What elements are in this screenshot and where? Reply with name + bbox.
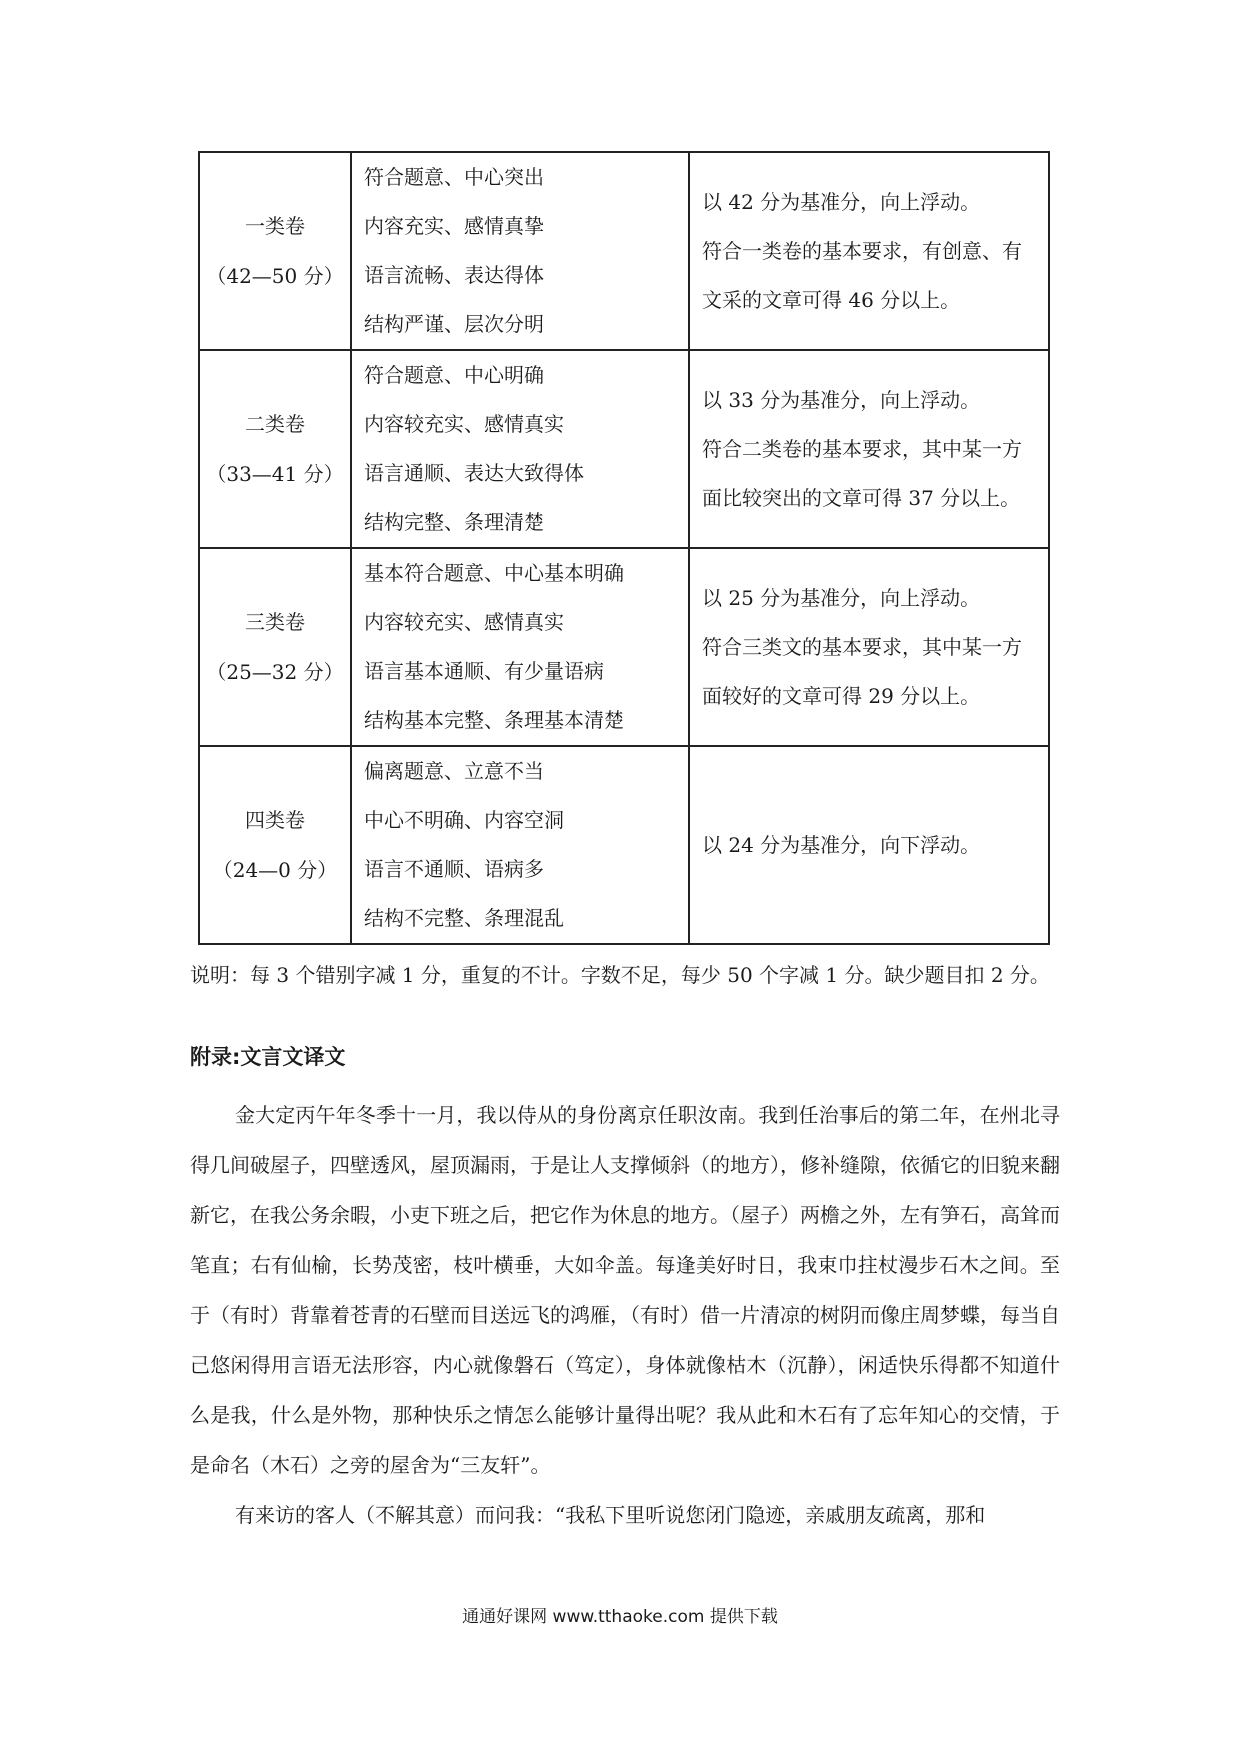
criteria-cell bbox=[351, 746, 689, 944]
criteria-line: 内容较充实、感情真实 bbox=[364, 610, 564, 634]
criteria-cell bbox=[351, 152, 689, 350]
grade-cell bbox=[199, 746, 351, 944]
grade-range: （24—0 分） bbox=[212, 858, 338, 882]
page-footer: 通通好课网 www.tthaoke.com 提供下载 bbox=[462, 1607, 778, 1627]
grade-name: 一类卷 bbox=[245, 214, 305, 238]
criteria-line: 内容较充实、感情真实 bbox=[364, 412, 564, 436]
table-row bbox=[199, 548, 1049, 746]
translation-text bbox=[190, 1090, 1060, 1540]
grade-range: （42—50 分） bbox=[206, 264, 344, 288]
scoring-line: 符合三类文的基本要求，其中某一方 bbox=[702, 634, 1022, 659]
criteria-line: 符合题意、中心明确 bbox=[364, 363, 544, 387]
grade-name: 四类卷 bbox=[245, 808, 305, 832]
criteria-line: 结构严谨、层次分明 bbox=[364, 312, 544, 336]
table-row bbox=[199, 152, 1049, 350]
scoring-line: 以 33 分为基准分，向上浮动。 bbox=[702, 387, 981, 412]
criteria-line: 偏离题意、立意不当 bbox=[364, 759, 544, 783]
grading-table bbox=[198, 151, 1050, 945]
grade-name: 二类卷 bbox=[245, 412, 305, 436]
grade-cell bbox=[199, 548, 351, 746]
scoring-cell bbox=[689, 152, 1049, 350]
appendix-heading: 附录:文言文译文 bbox=[190, 1045, 346, 1069]
scoring-line: 以 25 分为基准分，向上浮动。 bbox=[702, 585, 981, 610]
scoring-cell bbox=[689, 548, 1049, 746]
scoring-line: 文采的文章可得 46 分以上。 bbox=[702, 287, 961, 312]
scoring-cell bbox=[689, 746, 1049, 944]
grade-name: 三类卷 bbox=[245, 610, 305, 634]
grade-cell bbox=[199, 152, 351, 350]
scoring-line: 符合一类卷的基本要求，有创意、有 bbox=[702, 238, 1022, 263]
criteria-cell bbox=[351, 548, 689, 746]
scoring-line: 以 42 分为基准分，向上浮动。 bbox=[702, 189, 981, 214]
criteria-line: 中心不明确、内容空洞 bbox=[364, 808, 564, 832]
table-row bbox=[199, 350, 1049, 548]
paragraph: 金大定丙午年冬季十一月，我以侍从的身份离京任职汝南。我到任治事后的第二年，在州北寻得几间破屋子，四壁透风，屋顶漏雨，于是让人支撑倾斜（的地方），修补缝隙，依循它的旧貌来翻新它，在我公务余暇，小吏下班之后，把它作为休息的地方。（屋子）两檐之外，左有笋石，高耸而笔直；右有仙榆，长势茂密，枝叶横垂，大如伞盖。每逢美好时日，我束巾拄杖漫步石木之间。至于（有时）背靠着苍青的石壁而目送远飞的鸿雁，（有时）借一片清凉的树阴而像庄周梦蝶，每当自己悠闲得用言语无法形容，内心就像磐石（笃定），身体就像枯木（沉静），闲适快乐得都不知道什么是我，什么是外物，那种快乐之情怎么能够计量得出呢？我从此和木石有了忘年知心的交情，于是命名（木石）之旁的屋舍为“三友轩”。 bbox=[190, 1103, 1060, 1477]
grade-range: （25—32 分） bbox=[206, 660, 344, 684]
criteria-line: 内容充实、感情真挚 bbox=[364, 214, 544, 238]
scoring-cell bbox=[689, 350, 1049, 548]
scoring-line: 面较好的文章可得 29 分以上。 bbox=[702, 683, 981, 708]
criteria-line: 语言流畅、表达得体 bbox=[364, 263, 544, 287]
paragraph: 有来访的客人（不解其意）而问我：“我私下里听说您闭门隐迹，亲戚朋友疏离，那和 bbox=[235, 1503, 986, 1527]
criteria-line: 结构完整、条理清楚 bbox=[364, 510, 544, 534]
criteria-line: 结构不完整、条理混乱 bbox=[364, 906, 564, 930]
criteria-cell bbox=[351, 350, 689, 548]
table-row bbox=[199, 746, 1049, 944]
criteria-line: 语言不通顺、语病多 bbox=[364, 857, 544, 881]
criteria-line: 基本符合题意、中心基本明确 bbox=[364, 561, 624, 585]
criteria-line: 符合题意、中心突出 bbox=[364, 165, 544, 189]
scoring-line: 以 24 分为基准分，向下浮动。 bbox=[702, 832, 981, 857]
scoring-note: 说明：每 3 个错别字减 1 分，重复的不计。字数不足，每少 50 个字减 1 分。缺少题目扣 2 分。 bbox=[190, 963, 1050, 987]
criteria-line: 语言通顺、表达大致得体 bbox=[364, 461, 584, 485]
criteria-line: 语言基本通顺、有少量语病 bbox=[364, 659, 604, 683]
scoring-line: 面比较突出的文章可得 37 分以上。 bbox=[702, 485, 1021, 510]
grade-range: （33—41 分） bbox=[206, 462, 344, 486]
criteria-line: 结构基本完整、条理基本清楚 bbox=[364, 708, 624, 732]
grade-cell bbox=[199, 350, 351, 548]
scoring-line: 符合二类卷的基本要求，其中某一方 bbox=[702, 436, 1022, 461]
